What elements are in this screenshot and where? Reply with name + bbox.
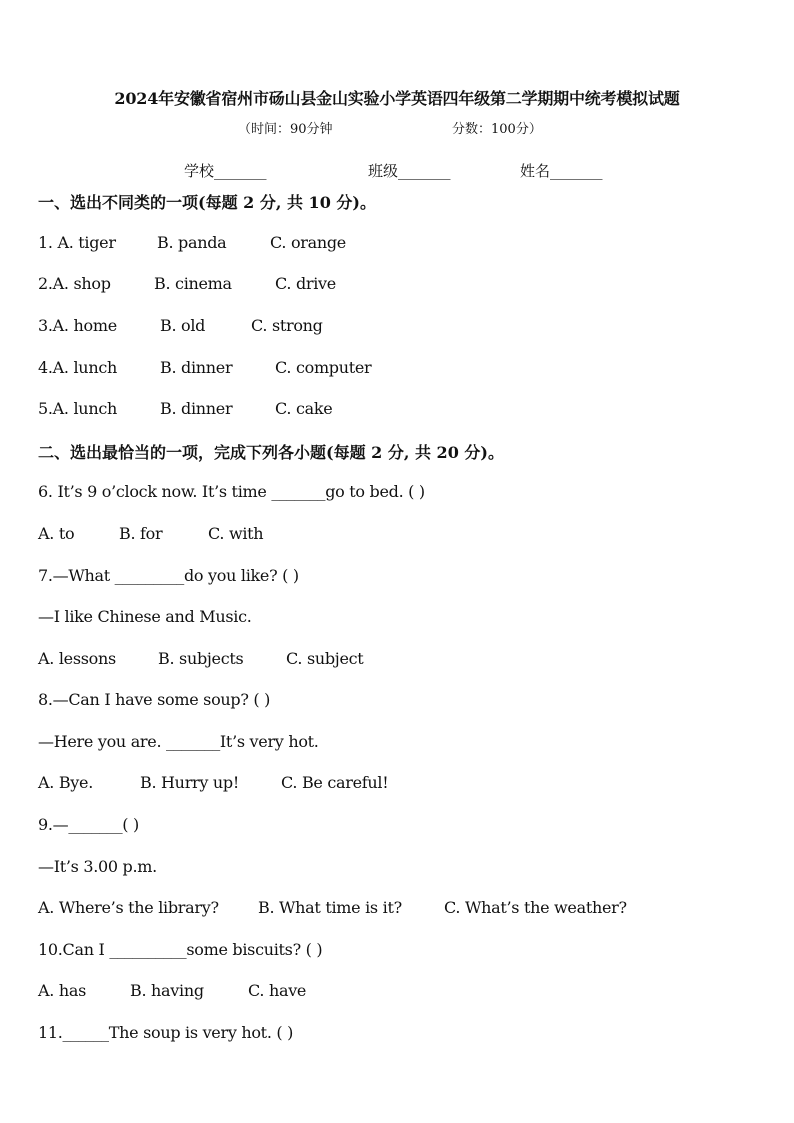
question-7-option-a: A. lessons bbox=[38, 649, 116, 668]
school-field: 学校_______ bbox=[184, 162, 267, 180]
question-1-option-a: 1. A. tiger bbox=[38, 233, 116, 252]
class-field: 班级_______ bbox=[368, 162, 451, 180]
question-9-option-c: C. What’s the weather? bbox=[444, 898, 627, 917]
question-6-option-b: B. for bbox=[119, 524, 163, 543]
question-3-option-b: B. old bbox=[160, 316, 206, 335]
question-3-option-a: 3.A. home bbox=[38, 316, 117, 335]
question-8-reply: —Here you are. _______It’s very hot. bbox=[38, 732, 319, 751]
question-1-option-b: B. panda bbox=[157, 233, 227, 252]
question-2-option-a: 2.A. shop bbox=[38, 274, 111, 293]
question-10-stem: 10.Can I __________some biscuits? ( ) bbox=[38, 940, 323, 959]
question-8-option-b: B. Hurry up! bbox=[140, 773, 239, 792]
question-7-option-c: C. subject bbox=[286, 649, 364, 668]
question-8-option-a: A. Bye. bbox=[38, 773, 93, 792]
question-9-stem: 9.—_______( ) bbox=[38, 815, 139, 834]
question-6-stem: 6. It’s 9 o’clock now. It’s time _______go to bed. ( ) bbox=[38, 482, 425, 501]
question-8-option-c: C. Be careful! bbox=[281, 773, 389, 792]
section-1-heading: 一、选出不同类的一项(每题 2 分, 共 10 分)。 bbox=[38, 193, 376, 212]
question-4-option-a: 4.A. lunch bbox=[38, 358, 117, 377]
question-9-option-b: B. What time is it? bbox=[258, 898, 402, 917]
question-10-option-c: C. have bbox=[248, 981, 307, 1000]
question-8-stem: 8.—Can I have some soup? ( ) bbox=[38, 690, 271, 709]
question-7-reply: —I like Chinese and Music. bbox=[38, 607, 252, 626]
exam-time: （时间：90分钟 bbox=[238, 122, 333, 137]
question-7-option-b: B. subjects bbox=[158, 649, 244, 668]
question-6-option-a: A. to bbox=[38, 524, 75, 543]
question-3-option-c: C. strong bbox=[251, 316, 323, 335]
question-4-option-b: B. dinner bbox=[160, 358, 233, 377]
question-10-option-b: B. having bbox=[130, 981, 204, 1000]
question-9-reply: —It’s 3.00 p.m. bbox=[38, 857, 157, 876]
question-1-option-c: C. orange bbox=[270, 233, 346, 252]
question-2-option-c: C. drive bbox=[275, 274, 336, 293]
question-5-option-b: B. dinner bbox=[160, 399, 233, 418]
section-2-heading: 二、选出最恰当的一项，完成下列各小题(每题 2 分, 共 20 分)。 bbox=[38, 443, 504, 462]
question-9-option-a: A. Where’s the library? bbox=[38, 898, 219, 917]
question-7-stem: 7.—What _________do you like? ( ) bbox=[38, 566, 299, 585]
question-5-option-a: 5.A. lunch bbox=[38, 399, 117, 418]
question-10-option-a: A. has bbox=[38, 981, 86, 1000]
exam-score: 分数：100分） bbox=[452, 122, 542, 137]
exam-title: 2024年安徽省宿州市砀山县金山实验小学英语四年级第二学期期中统考模拟试题 bbox=[114, 89, 680, 108]
question-5-option-c: C. cake bbox=[275, 399, 333, 418]
question-2-option-b: B. cinema bbox=[154, 274, 232, 293]
question-6-option-c: C. with bbox=[208, 524, 264, 543]
name-field: 姓名_______ bbox=[520, 162, 603, 180]
question-4-option-c: C. computer bbox=[275, 358, 372, 377]
question-11-stem: 11.______The soup is very hot. ( ) bbox=[38, 1023, 294, 1042]
